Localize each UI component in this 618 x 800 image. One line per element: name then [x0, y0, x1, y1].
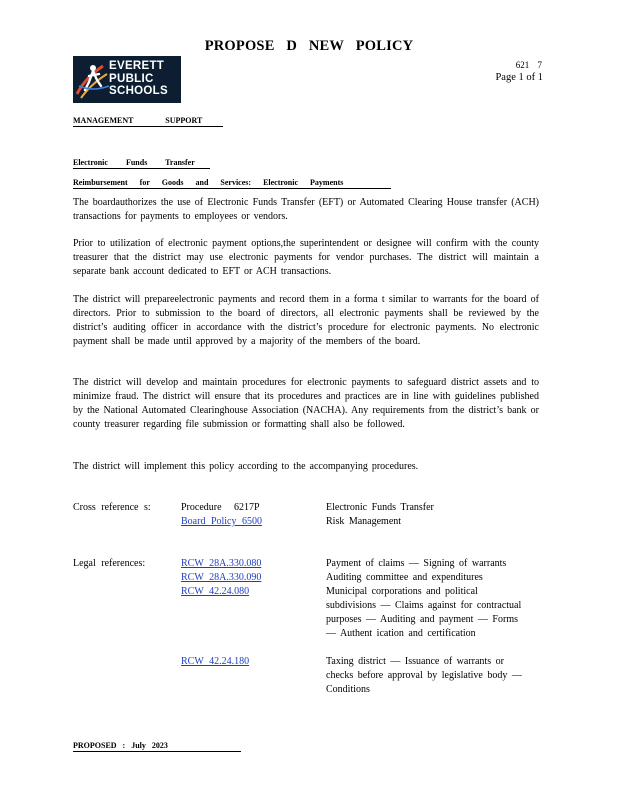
policy-paragraph: Prior to utilization of electronic payment options,the superintendent or designee will confirm with the county treasurer that the district may use electronic payments for vendor purchases. The district will maintain a separate bank account dedicated to EFT or ACH transactions.	[73, 238, 539, 277]
legal-reference-title: Payment of claims — Signing of warrants	[326, 558, 507, 569]
cross-reference-titles	[326, 501, 536, 529]
page-indicator: Page 1 of 1	[495, 72, 543, 83]
page-title: PROPOSE D NEW POLICY	[204, 38, 414, 54]
policy-paragraph: The boardauthorizes the use of Electronic Funds Transfer (EFT) or Automated Clearing House transfer (ACH) transactions for payments to employees or vendors.	[73, 197, 539, 222]
legal-reference-label: Legal references:	[73, 558, 146, 569]
section-heading: MANAGEMENT SUPPORT	[73, 116, 223, 127]
legal-reference-title: Auditing committee and expenditures	[326, 572, 483, 583]
policy-number: 621 7	[515, 60, 542, 70]
subject-line-1: Electronic Funds Transfer	[73, 158, 210, 169]
policy-paragraph: The district will develop and maintain procedures for electronic payments to safeguard district assets and to minimize fraud. The district will ensure that its procedures and practices are in line with guidelines published by the National Automated Clearinghouse Association (NACHA). Any requirements from the district’s bank or county treasurer regarding file submission or formatting shall also be followed.	[73, 377, 539, 430]
cross-reference-title: Risk Management	[326, 516, 402, 527]
cross-reference-list	[181, 501, 262, 529]
cross-reference-label: Cross reference s:	[73, 502, 151, 513]
rcw-42-24-180-link[interactable]: RCW 42.24.180	[181, 656, 250, 667]
policy-paragraph: The district will implement this policy according to the accompanying procedures.	[73, 461, 419, 472]
proposed-date: PROPOSED : July 2023	[73, 741, 241, 752]
rcw-28a-330-080-link[interactable]: RCW 28A.330.080	[181, 558, 262, 569]
board-policy-6500-link[interactable]: Board Policy 6500	[181, 516, 262, 527]
rcw-28a-330-090-link[interactable]: RCW 28A.330.090	[181, 572, 262, 583]
rcw-42-24-080-link[interactable]: RCW 42.24.080	[181, 586, 250, 597]
policy-paragraph: The district will prepareelectronic payments and record them in a forma t similar to warrants for the board of directors. Prior to submission to the board of directors, all electronic payments shall be reviewed by the district’s auditing officer in accordance with the district’s procedure for electronic payments. No electronic payment shall be made until approved by a majority of the members of the board.	[73, 294, 539, 347]
legal-reference-title: Taxing district — Issuance of warrants or checks before approval by legislative body — Conditions	[326, 656, 522, 695]
legal-reference-title: Municipal corporations and political subdivisions — Claims against for contractual purposes — Auditing and payment — Forms — Authent ication and certification	[326, 586, 522, 639]
subject-line-2: Reimbursement for Goods and Services: Electronic Payments	[73, 178, 391, 189]
logo-emblem-icon	[73, 56, 113, 103]
cross-reference-title: Electronic Funds Transfer	[326, 502, 434, 513]
logo-text: EVERETT PUBLIC SCHOOLS	[109, 60, 168, 97]
district-logo	[73, 56, 181, 103]
cross-reference-procedure: Procedure 6217P	[181, 502, 260, 513]
